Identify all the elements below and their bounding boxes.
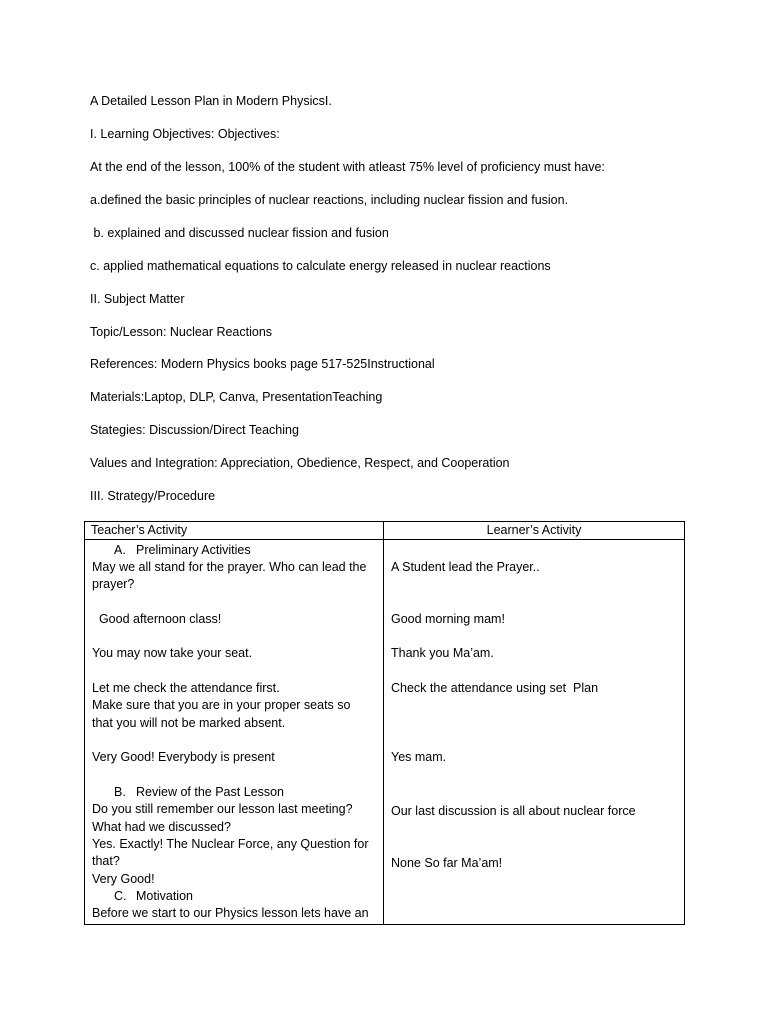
- procedure-heading: III. Strategy/Procedure: [90, 489, 216, 503]
- section-c-label: C.: [114, 889, 127, 903]
- teacher-attendance-line-2: Make sure that you are in your proper seats so: [92, 698, 351, 712]
- learner-prayer: A Student lead the Prayer..: [391, 560, 540, 574]
- teacher-attendance-line-1: Let me check the attendance first.: [92, 681, 280, 695]
- teacher-prayer-line-1: May we all stand for the prayer. Who can lead the: [92, 560, 367, 574]
- teacher-column-header: Teacher’s Activity: [85, 522, 384, 540]
- teacher-review-line-2: What had we discussed?: [92, 820, 231, 834]
- learner-attendance: Check the attendance using set Plan: [391, 681, 599, 695]
- objectives-intro: At the end of the lesson, 100% of the student with atleast 75% level of proficiency must have:: [90, 160, 605, 174]
- teacher-attendance-line-3: that you will not be marked absent.: [92, 716, 286, 730]
- teacher-prayer-line-2: prayer?: [92, 577, 135, 591]
- values-line: Values and Integration: Appreciation, Obedience, Respect, and Cooperation: [90, 456, 510, 470]
- teacher-review-line-3: Yes. Exactly! The Nuclear Force, any Question for: [92, 837, 369, 851]
- teacher-greeting: Good afternoon class!: [92, 612, 222, 626]
- references-line: References: Modern Physics books page 517-525Instructional: [90, 357, 435, 371]
- objectives-heading: I. Learning Objectives: Objectives:: [90, 127, 280, 141]
- learner-column-header: Learner’s Activity: [384, 522, 685, 540]
- teacher-seat: You may now take your seat.: [92, 646, 253, 660]
- teacher-activity-cell: [85, 540, 384, 925]
- topic-line: Topic/Lesson: Nuclear Reactions: [90, 325, 273, 339]
- table-header-row: [85, 522, 685, 540]
- activity-table: [84, 521, 685, 925]
- learner-review: Our last discussion is all about nuclear force: [391, 804, 636, 818]
- section-a-label: A.: [114, 543, 126, 557]
- section-b-title: Review of the Past Lesson: [136, 785, 284, 799]
- section-b-label: B.: [114, 785, 126, 799]
- learner-thanks: Thank you Ma’am.: [391, 646, 494, 660]
- section-c-title: Motivation: [136, 889, 193, 903]
- learner-none: None So far Ma’am!: [391, 856, 503, 870]
- objective-a: a.defined the basic principles of nuclear reactions, including nuclear fission and fusion.: [90, 193, 569, 207]
- teacher-review-line-4: that?: [92, 854, 120, 868]
- learner-activity-cell: [384, 540, 685, 925]
- table-row: [85, 540, 685, 925]
- teacher-motivation-line-1: Before we start to our Physics lesson lets have an: [92, 906, 369, 920]
- learner-greeting: Good morning mam!: [391, 612, 505, 626]
- document-title: A Detailed Lesson Plan in Modern PhysicsI.: [90, 94, 332, 108]
- materials-line: Materials:Laptop, DLP, Canva, PresentationTeaching: [90, 390, 383, 404]
- strategies-line: Stategies: Discussion/Direct Teaching: [90, 423, 299, 437]
- objective-b: b. explained and discussed nuclear fission and fusion: [90, 226, 389, 240]
- teacher-review-line-1: Do you still remember our lesson last meeting?: [92, 802, 353, 816]
- section-a-title: Preliminary Activities: [136, 543, 251, 557]
- objective-c: c. applied mathematical equations to calculate energy released in nuclear reactions: [90, 259, 551, 273]
- teacher-present: Very Good! Everybody is present: [92, 750, 275, 764]
- learner-yes: Yes mam.: [391, 750, 447, 764]
- subject-heading: II. Subject Matter: [90, 292, 185, 306]
- teacher-review-line-5: Very Good!: [92, 872, 155, 886]
